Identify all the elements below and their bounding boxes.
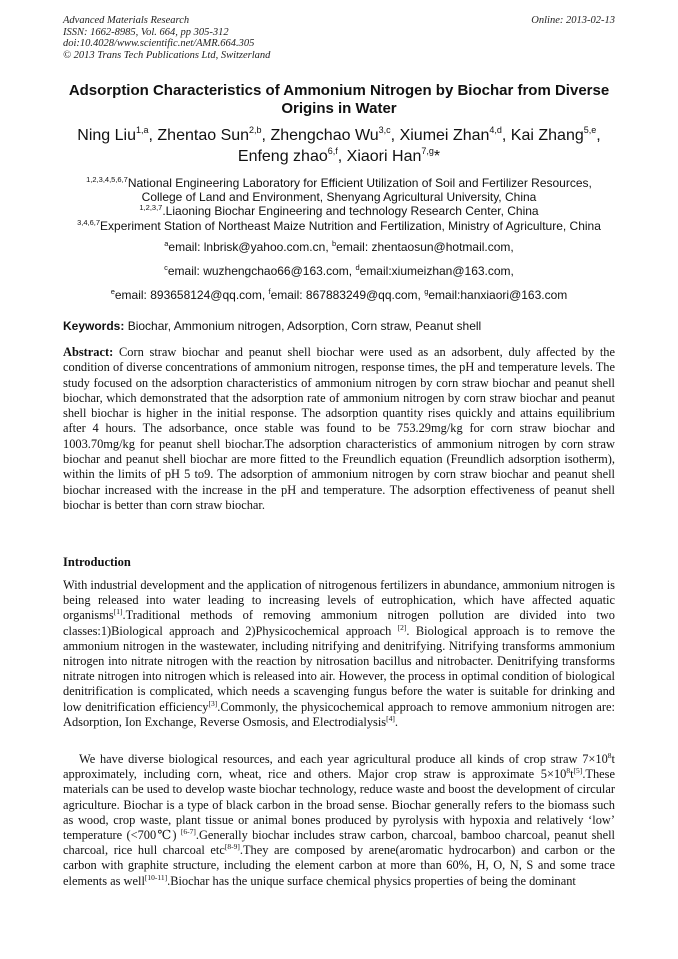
email-g[interactable]: email:hanxiaori@163.com	[428, 288, 568, 302]
email-e[interactable]: email: 893658124@qq.com,	[114, 288, 269, 302]
email-marker-g: g	[424, 287, 429, 296]
abstract	[63, 345, 615, 513]
email-marker-e: e	[110, 287, 115, 296]
email-c[interactable]: email: wuzhengchao66@163.com,	[167, 264, 356, 278]
email-marker-a: a	[164, 239, 169, 248]
paragraph-text: .Biochar has the unique surface chemical physics properties of being the dominant	[167, 873, 576, 888]
affiliation-text: Experiment Station of Northeast Maize Nutrition and Fertilization, Ministry of Agriculture, China	[100, 218, 601, 233]
citation-ref: [1]	[113, 607, 123, 617]
email-b[interactable]: email: zhentaosun@hotmail.com,	[336, 240, 514, 254]
keywords-text: Biochar, Ammonium nitrogen, Adsorption, Corn straw, Peanut shell	[124, 319, 482, 333]
citation-ref: [5]	[573, 766, 583, 776]
paragraph-text: .Commonly, the physicochemical approach to remove ammonium nitrogen are: Adsorption, Ion Exchange, Reverse Osmosis, and Electrodialysis	[63, 699, 615, 729]
author-list	[63, 125, 615, 167]
citation-ref: [2]	[397, 622, 407, 632]
author-affil-sup: 4,d	[489, 125, 502, 135]
online-date: Online: 2013-02-13	[531, 15, 615, 26]
paragraph-text: With industrial development and the application of nitrogenous fertilizers in abundance, ammonium nitrogen is being released into water leading to increasing levels of eutrophication, which have affected aquatic organisms	[63, 578, 615, 623]
email-d[interactable]: email:xiumeizhan@163.com,	[359, 264, 514, 278]
author-sep: ,	[337, 148, 347, 165]
author-name: Kai Zhang	[510, 127, 584, 144]
paragraph-text: .Generally biochar includes straw carbon, charcoal, bamboo charcoal, peanut shell charcoal, rice hull charcoal etc	[63, 828, 615, 858]
affiliation-line	[63, 190, 615, 204]
abstract-text: Corn straw biochar and peanut shell biochar were used as an adsorbent, duly affected by the condition of diverse concentrations of ammonium nitrogen, response times, the pH and temperature levels. The study focused on the adsorption characteristics of ammonium nitrogen by corn straw biochar and peanut shell biochar, which demonstrated that the adsorption rate of ammonium nitrogen by corn straw biochar and peanut shell biochar is higher in the initial response. The adsorption quantity rises quickly and attains equilibrium after 4 hours. The adsorbance, once stable was found to be 753.29mg/kg for corn straw biochar and 1003.70mg/kg for peanut shell biochar.The adsorption characteristics of ammonium nitrogen by corn straw biochar and peanut shell biochar are more fitted to the Freundlich equation (Freundlich adsorption isotherm), within the limits of pH 5 to9. The adsorption of ammonium nitrogen by corn straw biochar and peanut shell biochar increased with the increase in the pH and temperature. The adsorption effectiveness of peanut shell biochar is better than corn straw biochar.	[63, 345, 615, 512]
author-name: Zhentao Sun	[157, 127, 250, 144]
author-affil-sup: 1,a	[136, 125, 149, 135]
paragraph-text: .They are composed by arene(aromatic hydrocarbon) and carbon or the carbon with graphite structure, including the element carbon at more than 60%, H, O, N, S and some trace elements as well	[63, 843, 615, 888]
email-f[interactable]: email: 867883249@qq.com,	[270, 288, 425, 302]
author-affil-sup: 2,b	[249, 125, 262, 135]
affiliation-text: College of Land and Environment, Shenyang Agricultural University, China	[141, 190, 537, 205]
citation-ref: [10-11]	[144, 872, 168, 882]
keywords	[63, 319, 615, 333]
citation-ref: 8	[607, 751, 612, 760]
affiliation-text: .Liaoning Biochar Engineering and technology Research Center, China	[162, 204, 539, 219]
author-affil-sup: 5,e	[583, 125, 597, 135]
abstract-label: Abstract:	[63, 345, 114, 359]
author-sep: ,	[596, 127, 601, 144]
doi-line: doi:10.4028/www.scientific.net/AMR.664.305	[63, 38, 255, 49]
author-sep: ,	[148, 127, 158, 144]
email-a[interactable]: email: lnbrisk@yahoo.com.cn,	[168, 240, 332, 254]
corresponding-author-mark: *	[433, 148, 441, 165]
author-affil-sup: 3,c	[378, 125, 391, 135]
author-sep: ,	[501, 127, 511, 144]
intro-paragraph-1	[63, 578, 615, 730]
citation-ref: [8-9]	[224, 842, 240, 852]
email-list	[63, 235, 615, 307]
paragraph-text: .These materials can be used to develop waste biochar technology, reduce waste and boost the development of circular agriculture. Biochar is a type of black carbon in the broad sense. Biochar generally refers to the biomass such as wood, crop waste, plant tissue or animal bones produced by pyrolysis with hypoxia and relatively ‘low’ temperature (<700℃)	[63, 767, 615, 843]
affiliation-text: National Engineering Laboratory for Efficient Utilization of Soil and Fertilizer Resources,	[127, 176, 592, 190]
paragraph-text: .	[394, 714, 398, 729]
email-line	[63, 235, 615, 259]
section-heading-introduction: Introduction	[63, 555, 131, 569]
affiliation-line	[63, 176, 615, 190]
email-line	[63, 259, 615, 283]
affiliation-sup: 1,2,3,4,5,6,7	[86, 175, 128, 184]
author-name: Xiumei Zhan	[399, 127, 490, 144]
author-affil-sup: 6,f	[327, 146, 338, 156]
author-name: Xiaori Han	[346, 148, 422, 165]
paragraph-text: We have diverse biological resources, and each year agricultural produce all kinds of crop straw 7×10	[79, 752, 608, 766]
intro-paragraph-2	[63, 752, 615, 889]
citation-ref: 8	[566, 766, 571, 776]
affiliation-sup: 1,2,3,7	[139, 203, 163, 213]
affiliations	[63, 176, 615, 233]
email-marker-c: c	[164, 263, 168, 272]
citation-ref: [3]	[208, 698, 218, 708]
author-name: Ning Liu	[77, 127, 136, 144]
paragraph-text: . Biological approach is to remove the ammonium nitrogen in the wastewater, including nitrifying and denitrifying. Nitrifying transforms ammonium nitrogen into nitrate nitrogen with the reaction by nitrosation bacillus and nitrobacter. Denitrifying transforms nitrate nitrogen into nitrogen which is released into air. However, the process in optimal condition of biological denitrification is complicated, which needs a scavenging fungus before the water is suitable for drinking and low denitrification efficiency	[63, 623, 616, 714]
paper-title: Adsorption Characteristics of Ammonium Nitrogen by Biochar from Diverse Origins in Water	[68, 82, 610, 117]
author-sep: ,	[390, 127, 400, 144]
author-sep: ,	[261, 127, 271, 144]
copyright-line: © 2013 Trans Tech Publications Ltd, Switzerland	[63, 49, 271, 61]
affiliation-line	[63, 219, 615, 233]
email-marker-f: f	[268, 287, 271, 296]
paragraph-text: t approximately, including corn, wheat, rice and others. Major crop straw is approximate 5×10	[63, 752, 615, 782]
journal-name: Advanced Materials Research	[63, 15, 190, 26]
paragraph-text: .Traditional methods of removing ammonium nitrogen pollution are divided into two classes:1)Biological approach and 2)Physicochemical approach	[63, 608, 615, 638]
issn-line: ISSN: 1662-8985, Vol. 664, pp 305-312	[63, 26, 229, 38]
author-name: Enfeng zhao	[237, 148, 328, 165]
affiliation-sup: 3,4,6,7	[77, 217, 101, 227]
author-affil-sup: 7,g	[421, 146, 434, 156]
citation-ref: [4]	[386, 713, 395, 723]
email-marker-b: b	[331, 239, 337, 248]
keywords-label: Keywords:	[63, 319, 125, 333]
affiliation-line	[63, 204, 615, 218]
email-line	[63, 283, 615, 307]
citation-ref: [6-7]	[180, 827, 196, 837]
author-name: Zhengchao Wu	[270, 127, 379, 144]
paragraph-text: t	[570, 767, 574, 782]
email-marker-d: d	[355, 263, 360, 272]
journal-header	[63, 15, 615, 61]
